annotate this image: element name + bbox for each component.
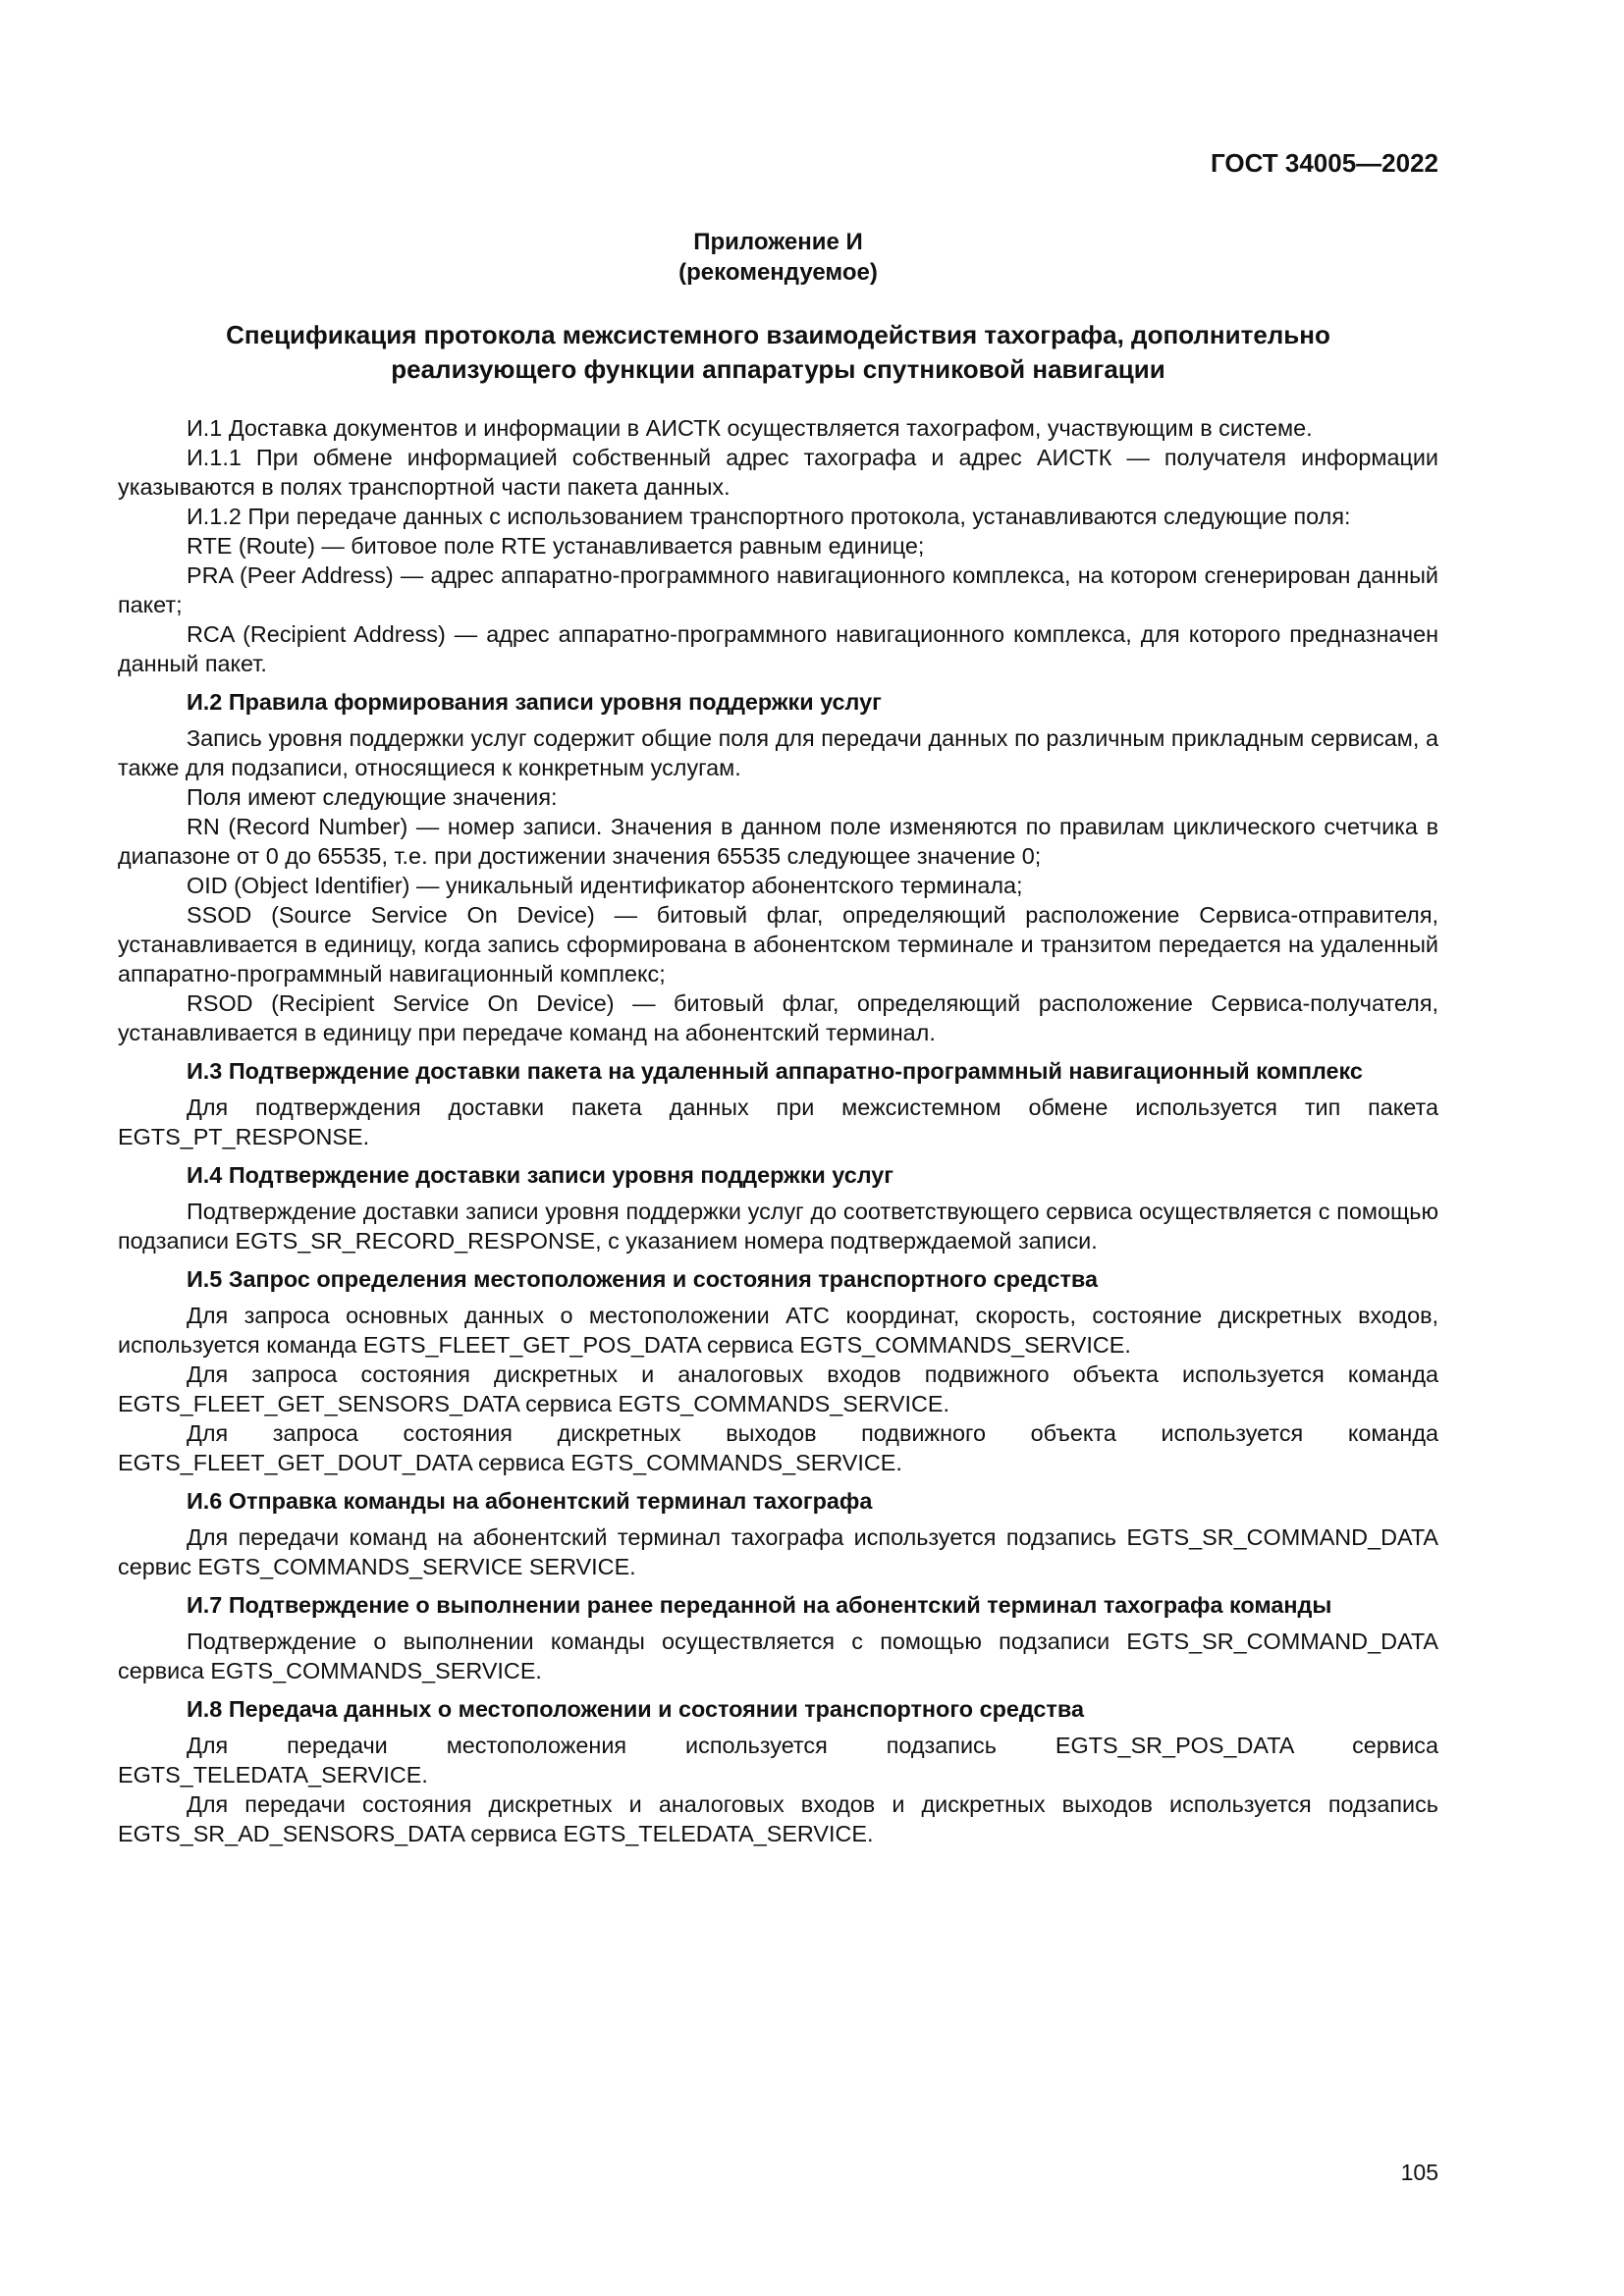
paragraph: RSOD (Recipient Service On Device) — битовый флаг, определяющий расположение Сервиса-получателя, устанавливается в единицу при передаче команд на абонентский терминал. [118,990,1438,1045]
section-heading: И.5 Запрос определения местоположения и состояния транспортного средства [187,1266,1098,1292]
section-heading: И.3 Подтверждение доставки пакета на удаленный аппаратно-программный навигационный комплекс [187,1058,1363,1084]
paragraph: Для запроса основных данных о местоположении АТС координат, скорость, состояние дискретных входов, используется команда EGTS_FLEET_GET_POS_DATA сервиса EGTS_COMMANDS_SERVICE. [118,1303,1438,1358]
paragraph: Запись уровня поддержки услуг содержит общие поля для передачи данных по различным прикладным сервисам, а также для подзаписи, относящиеся к конкретным услугам. [118,725,1438,780]
section-heading: И.4 Подтверждение доставки записи уровня поддержки услуг [187,1162,894,1188]
paragraph: Подтверждение о выполнении команды осуществляется с помощью подзаписи EGTS_SR_COMMAND_DATA сервиса EGTS_COMMANDS_SERVICE. [118,1629,1438,1683]
section-heading: И.6 Отправка команды на абонентский терминал тахографа [187,1488,873,1514]
paragraph: Для передачи местоположения используется подзапись EGTS_SR_POS_DATA сервиса EGTS_TELEDATA_SERVICE. [118,1733,1438,1788]
paragraph: RN (Record Number) — номер записи. Значения в данном поле изменяются по правилам циклического счетчика в диапазоне от 0 до 65535, т.е. при достижении значения 65535 следующее значение 0; [118,814,1438,869]
paragraph: RTE (Route) — битовое поле RTE устанавливается равным единице; [187,533,925,559]
specification-title: Спецификация протокола межсистемного взаимодействия тахографа, дополнительно реализующего функции аппаратуры спутниковой навигации [226,320,1330,384]
document-body [118,413,1438,1848]
section-heading: И.8 Передача данных о местоположении и состоянии транспортного средства [187,1696,1084,1722]
paragraph: Подтверждение доставки записи уровня поддержки услуг до соответствующего сервиса осуществляется с помощью подзаписи EGTS_SR_RECORD_RESPONSE, с указанием номера подтверждаемой записи. [118,1199,1438,1254]
page-number: 105 [1400,2160,1438,2185]
paragraph: OID (Object Identifier) — уникальный идентификатор абонентского терминала; [187,873,1023,898]
appendix-header [118,227,1438,288]
paragraph: Для запроса состояния дискретных выходов подвижного объекта используется команда EGTS_FLEET_GET_DOUT_DATA сервиса EGTS_COMMANDS_SERVICE. [118,1420,1438,1475]
paragraph: И.1 Доставка документов и информации в АИСТК осуществляется тахографом, участвующим в системе. [187,415,1313,441]
paragraph: Для запроса состояния дискретных и аналоговых входов подвижного объекта используется команда EGTS_FLEET_GET_SENSORS_DATA сервиса EGTS_COMMANDS_SERVICE. [118,1362,1438,1416]
paragraph: RCA (Recipient Address) — адрес аппаратно-программного навигационного комплекса, для которого предназначен данный пакет. [118,621,1438,676]
appendix-status: (рекомендуемое) [678,259,878,286]
appendix-title: Приложение И [693,229,863,255]
standard-number: ГОСТ 34005—2022 [1211,148,1438,178]
paragraph: Для подтверждения доставки пакета данных при межсистемном обмене используется тип пакета EGTS_PT_RESPONSE. [118,1095,1438,1149]
section-heading: И.2 Правила формирования записи уровня поддержки услуг [187,689,882,715]
paragraph: Для передачи команд на абонентский терминал тахографа используется подзапись EGTS_SR_COMMAND_DATA сервис EGTS_COMMANDS_SERVICE SERVICE. [118,1524,1438,1579]
paragraph: И.1.2 При передаче данных с использованием транспортного протокола, устанавливаются следующие поля: [187,504,1351,529]
paragraph: PRA (Peer Address) — адрес аппаратно-программного навигационного комплекса, на котором сгенерирован данный пакет; [118,562,1438,617]
paragraph: И.1.1 При обмене информацией собственный адрес тахографа и адрес АИСТК — получателя информации указываются в полях транспортной части пакета данных. [118,445,1438,500]
section-heading: И.7 Подтверждение о выполнении ранее переданной на абонентский терминал тахографа команды [187,1592,1332,1618]
paragraph: Для передачи состояния дискретных и аналоговых входов и дискретных выходов используется подзапись EGTS_SR_AD_SENSORS_DATA сервиса EGTS_TELEDATA_SERVICE. [118,1791,1438,1846]
paragraph: Поля имеют следующие значения: [187,784,558,810]
paragraph: SSOD (Source Service On Device) — битовый флаг, определяющий расположение Сервиса-отправителя, устанавливается в единицу, когда запись сформирована в абонентском терминале и транзитом передается на удаленный аппаратно-программный навигационный комплекс; [118,902,1438,987]
